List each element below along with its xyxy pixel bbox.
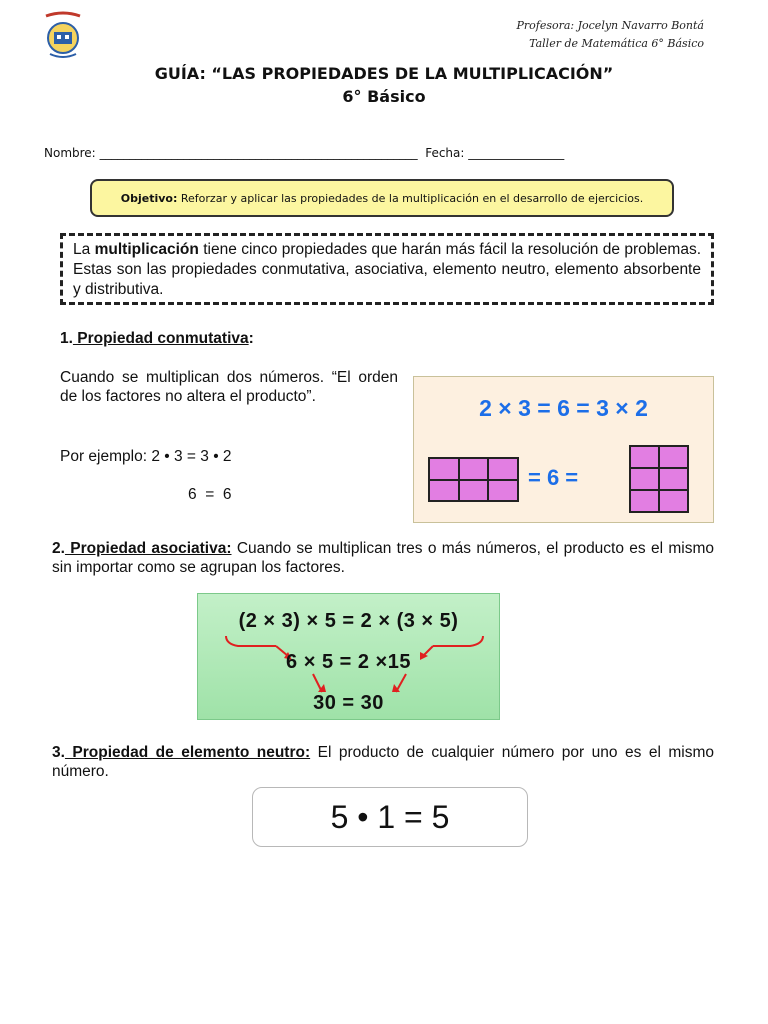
school-logo xyxy=(40,10,86,60)
section1-example-result: 6 = 6 xyxy=(188,486,232,503)
neutral-element-panel xyxy=(252,787,528,847)
associative-line3: 30 = 30 xyxy=(313,692,384,714)
associative-line2: 6 × 5 = 2 ×15 xyxy=(286,651,411,673)
page-title: GUÍA: “LAS PROPIEDADES DE LA MULTIPLICACIÓN” xyxy=(154,64,614,83)
section3-paragraph xyxy=(52,743,714,781)
section2-number: 2. xyxy=(52,540,65,557)
objective-box xyxy=(90,179,674,217)
nombre-label: Nombre: xyxy=(44,146,96,160)
objective-label: Objetivo: xyxy=(120,191,178,205)
grid-2x3 xyxy=(428,457,519,502)
grid-result: = 6 = xyxy=(528,465,579,490)
course-name: Taller de Matemática 6° Básico xyxy=(529,37,704,50)
intro-bold: multiplicación xyxy=(94,241,199,258)
section1-text: Cuando se multiplican dos números. “El orden de los factores no altera el producto”. xyxy=(60,369,398,405)
intro-text-pre: La xyxy=(73,241,95,258)
section3-number: 3. xyxy=(52,744,65,761)
section1-example: Por ejemplo: 2 • 3 = 3 • 2 xyxy=(60,448,232,465)
name-date-line xyxy=(44,146,564,160)
grid-3x2 xyxy=(629,445,689,513)
neutral-element-example: 5 • 1 = 5 xyxy=(330,798,450,835)
commutative-equation: 2 × 3 = 6 = 3 × 2 xyxy=(479,395,648,421)
section1-heading xyxy=(60,330,254,348)
section1-number: 1. xyxy=(60,330,73,347)
objective-text: Reforzar y aplicar las propiedades de la multiplicación en el desarrollo de ejercicios. xyxy=(177,191,644,205)
section1-title: Propiedad conmutativa xyxy=(72,330,249,347)
section1-colon: : xyxy=(248,330,254,347)
fecha-field[interactable]: ________________ xyxy=(468,146,565,160)
section2-paragraph xyxy=(52,539,714,577)
section3-title: Propiedad de elemento neutro: xyxy=(64,744,311,761)
page-subtitle: 6° Básico xyxy=(342,87,426,106)
section2-text: Cuando se multiplican tres o más números, el producto es el mismo sin importar como se agrupan los factores. xyxy=(52,540,715,576)
intro-box xyxy=(60,233,714,305)
teacher-name: Profesora: Jocelyn Navarro Bontá xyxy=(516,19,704,32)
associative-panel xyxy=(197,593,500,720)
associative-line1: (2 × 3) × 5 = 2 × (3 × 5) xyxy=(238,610,459,632)
commutative-panel xyxy=(413,376,714,523)
section3-text: El producto de cualquier número por uno es el mismo número. xyxy=(52,744,715,780)
fecha-label: Fecha: xyxy=(425,146,465,160)
section2-title: Propiedad asociativa: xyxy=(64,540,232,557)
nombre-field[interactable]: _____________________________________________________ xyxy=(99,146,418,160)
intro-text-post: tiene cinco propiedades que harán más fácil la resolución de problemas. Estas son las propiedades conmutativa, asociativa, elemento neutro, elemento absorbente y distributiva. xyxy=(73,241,701,298)
